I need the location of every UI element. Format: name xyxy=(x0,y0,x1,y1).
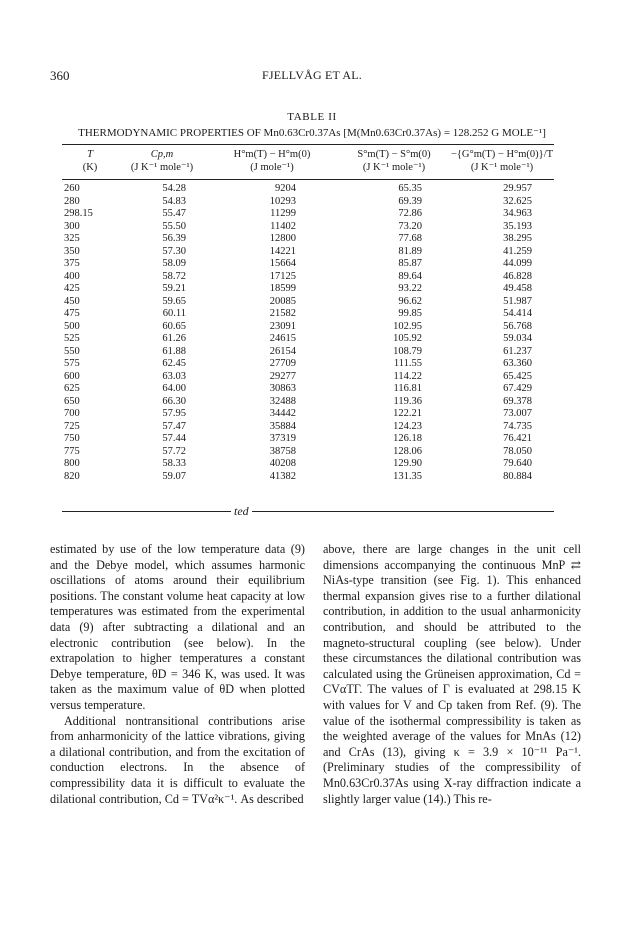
table-cell: 18599 xyxy=(269,283,296,294)
table-cell: 35884 xyxy=(269,420,296,432)
table-header xyxy=(62,148,554,174)
table-row xyxy=(62,471,554,484)
table-cell: 11402 xyxy=(270,220,296,232)
table-cell: 63.360 xyxy=(503,358,532,369)
table-row xyxy=(62,271,554,284)
table-row xyxy=(62,308,554,321)
table-cell: 73.20 xyxy=(398,220,422,232)
table-cell: 57.72 xyxy=(162,445,186,457)
col-unit-gibbs: (J K⁻¹ mole⁻¹) xyxy=(470,162,534,173)
table-cell: 54.414 xyxy=(503,308,532,319)
table-row xyxy=(62,258,554,271)
table-cell: 450 xyxy=(64,295,80,307)
col-unit-entropy: (J K⁻¹ mole⁻¹) xyxy=(362,162,426,173)
table-cell: 298.15 xyxy=(64,208,93,219)
table-cell: 38.295 xyxy=(503,233,532,244)
table-cell: 550 xyxy=(64,345,80,357)
table-row xyxy=(62,321,554,334)
table-cell: 74.735 xyxy=(503,420,532,432)
table-cell: 41.259 xyxy=(503,245,532,257)
table-cell: 280 xyxy=(64,195,80,207)
table-cell: 650 xyxy=(64,395,80,407)
table-cell: 41382 xyxy=(269,470,296,482)
table-cell: 32488 xyxy=(269,395,296,407)
table-cell: 54.83 xyxy=(162,195,186,207)
table-row xyxy=(62,433,554,446)
table-row xyxy=(62,233,554,246)
table-cell: 124.23 xyxy=(393,420,422,432)
table-cell: 34442 xyxy=(269,408,296,419)
table-row xyxy=(62,408,554,421)
table-top-rule xyxy=(62,144,554,145)
table-cell: 29.957 xyxy=(503,183,532,194)
table-cell: 600 xyxy=(64,370,80,382)
table-cell: 60.65 xyxy=(162,320,186,332)
table-caption: THERMODYNAMIC PROPERTIES OF Mn0.63Cr0.37As [M(Mn0.63Cr0.37As) = 128.252 G MOLE⁻¹] xyxy=(78,127,546,139)
table-cell: 77.68 xyxy=(398,233,422,244)
table-cell: 131.35 xyxy=(393,470,422,482)
table-cell: 65.35 xyxy=(398,183,422,194)
table-cell: 61.237 xyxy=(503,345,532,357)
table-row xyxy=(62,421,554,434)
table-row xyxy=(62,196,554,209)
table-cell: 57.47 xyxy=(162,420,186,432)
table-cell: 108.79 xyxy=(393,345,422,357)
col-header-cp: Cp,m xyxy=(150,149,174,160)
table-cell: 59.034 xyxy=(503,333,532,344)
table-cell: 400 xyxy=(64,270,80,282)
table-row xyxy=(62,346,554,359)
table-row xyxy=(62,358,554,371)
table-title: TABLE II xyxy=(287,111,337,123)
table-cell: 23091 xyxy=(269,320,296,332)
table-cell: 10293 xyxy=(269,195,296,207)
table-cell: 750 xyxy=(64,433,80,444)
table-cell: 85.87 xyxy=(398,258,422,269)
table-cell: 17125 xyxy=(269,270,296,282)
table-cell: 96.62 xyxy=(398,295,422,307)
col-unit-enthalpy: (J mole⁻¹) xyxy=(250,162,294,173)
table-cell: 54.28 xyxy=(162,183,186,194)
table-cell: 65.425 xyxy=(503,370,532,382)
paragraph: above, there are large changes in the unit cell dimensions accompanying the continuous MnP ⇄ NiAs-type transition (see Fig. 1). This enhanced thermal expansion gives rise to a further dilational contribution, in addition to the usual anharmonicity contribution, and should be attributed to the magneto-structural coupling (see below). Under these circumstances the dilational contribution was calculated using the Grüneisen approximation, Cd = CVαTΓ. The values of Γ is evaluated at 298.15 K with values for V and Cp taken from Ref. (9). The value of the isothermal compressibility is taken as the weighted average of the values for MnAs (12) and CrAs (13), giving κ = 3.9 × 10⁻¹¹ Pa⁻¹. (Preliminary studies of the compressibility of Mn0.63Cr0.37As using X-ray diffraction indicate a slightly larger value (14).) This re- xyxy=(323,542,581,806)
table-cell: 775 xyxy=(64,445,80,457)
col-header-enthalpy: H°m(T) − H°m(0) xyxy=(233,149,311,160)
table-body xyxy=(62,183,554,483)
table-cell: 81.89 xyxy=(398,245,422,257)
table-cell: 15664 xyxy=(269,258,296,269)
table-bottom-rule xyxy=(62,511,554,512)
table-cell: 56.39 xyxy=(162,233,186,244)
table-cell: 58.09 xyxy=(162,258,186,269)
table-row xyxy=(62,296,554,309)
scan-artifact: ted xyxy=(231,504,252,519)
table-cell: 26154 xyxy=(269,345,296,357)
table-cell: 59.65 xyxy=(162,295,186,307)
col-unit-cp: (J K⁻¹ mole⁻¹) xyxy=(130,162,194,173)
table-cell: 59.07 xyxy=(162,470,186,482)
table-cell: 30863 xyxy=(269,383,296,394)
table-cell: 58.72 xyxy=(162,270,186,282)
table-cell: 80.884 xyxy=(503,470,532,482)
header-symbol-row xyxy=(62,148,554,161)
table-row xyxy=(62,246,554,259)
table-cell: 122.21 xyxy=(393,408,422,419)
table-cell: 76.421 xyxy=(503,433,532,444)
table-cell: 12800 xyxy=(269,233,296,244)
data-table xyxy=(62,148,554,482)
table-cell: 625 xyxy=(64,383,80,394)
table-cell: 78.050 xyxy=(503,445,532,457)
table-cell: 116.81 xyxy=(393,383,422,394)
table-cell: 99.85 xyxy=(398,308,422,319)
table-cell: 49.458 xyxy=(503,283,532,294)
table-cell: 126.18 xyxy=(393,433,422,444)
table-row xyxy=(62,183,554,196)
table-cell: 37319 xyxy=(269,433,296,444)
table-cell: 114.22 xyxy=(393,370,422,382)
table-cell: 55.47 xyxy=(162,208,186,219)
table-cell: 55.50 xyxy=(162,220,186,232)
table-row xyxy=(62,396,554,409)
table-cell: 14221 xyxy=(269,245,296,257)
header-unit-row xyxy=(62,161,554,174)
table-cell: 44.099 xyxy=(503,258,532,269)
table-row xyxy=(62,283,554,296)
table-cell: 62.45 xyxy=(162,358,186,369)
table-cell: 46.828 xyxy=(503,270,532,282)
col-header-t: T xyxy=(87,149,93,160)
table-cell: 111.55 xyxy=(393,358,422,369)
table-cell: 260 xyxy=(64,183,80,194)
table-cell: 93.22 xyxy=(398,283,422,294)
table-cell: 66.30 xyxy=(162,395,186,407)
table-cell: 63.03 xyxy=(162,370,186,382)
table-cell: 56.768 xyxy=(503,320,532,332)
table-cell: 300 xyxy=(64,220,80,232)
table-cell: 89.64 xyxy=(398,270,422,282)
table-cell: 11299 xyxy=(270,208,296,219)
table-cell: 59.21 xyxy=(162,283,186,294)
col-header-gibbs: −{G°m(T) − H°m(0)}/T xyxy=(450,149,554,160)
table-cell: 350 xyxy=(64,245,80,257)
table-cell: 61.26 xyxy=(162,333,186,344)
table-cell: 40208 xyxy=(269,458,296,469)
table-cell: 500 xyxy=(64,320,80,332)
table-cell: 73.007 xyxy=(503,408,532,419)
table-row xyxy=(62,458,554,471)
table-cell: 64.00 xyxy=(162,383,186,394)
table-cell: 57.30 xyxy=(162,245,186,257)
table-row xyxy=(62,333,554,346)
table-cell: 69.39 xyxy=(398,195,422,207)
table-cell: 61.88 xyxy=(162,345,186,357)
table-cell: 58.33 xyxy=(162,458,186,469)
table-cell: 102.95 xyxy=(393,320,422,332)
table-cell: 725 xyxy=(64,420,80,432)
table-cell: 35.193 xyxy=(503,220,532,232)
table-cell: 67.429 xyxy=(503,383,532,394)
table-cell: 60.11 xyxy=(162,308,186,319)
table-cell: 105.92 xyxy=(393,333,422,344)
table-cell: 34.963 xyxy=(503,208,532,219)
table-cell: 425 xyxy=(64,283,80,294)
table-cell: 32.625 xyxy=(503,195,532,207)
table-row xyxy=(62,371,554,384)
col-unit-t: (K) xyxy=(82,162,98,173)
table-cell: 72.86 xyxy=(398,208,422,219)
table-cell: 51.987 xyxy=(503,295,532,307)
table-cell: 9204 xyxy=(275,183,296,194)
col-header-entropy: S°m(T) − S°m(0) xyxy=(357,149,431,160)
paragraph: Additional nontransitional contributions arise from anharmonicity of the lattice vibrations, giving a dilational contribution, and from the excitation of conduction electrons. In the absence of compressibility data it is difficult to evaluate the dilational contribution, Cd = TVα²κ⁻¹. As described xyxy=(50,713,305,806)
table-cell: 29277 xyxy=(269,370,296,382)
table-cell: 820 xyxy=(64,470,80,482)
table-row xyxy=(62,383,554,396)
table-cell: 325 xyxy=(64,233,80,244)
table-row xyxy=(62,446,554,459)
header-rule xyxy=(62,179,554,180)
table-row xyxy=(62,208,554,221)
table-cell: 57.95 xyxy=(162,408,186,419)
table-cell: 119.36 xyxy=(393,395,422,407)
table-cell: 475 xyxy=(64,308,80,319)
body-column-right xyxy=(323,542,581,807)
table-cell: 129.90 xyxy=(393,458,422,469)
table-cell: 24615 xyxy=(269,333,296,344)
table-cell: 128.06 xyxy=(393,445,422,457)
table-cell: 79.640 xyxy=(503,458,532,469)
table-cell: 69.378 xyxy=(503,395,532,407)
table-cell: 20085 xyxy=(269,295,296,307)
table-cell: 21582 xyxy=(269,308,296,319)
paragraph: estimated by use of the low temperature data (9) and the Debye model, which assumes harmonic oscillations of atoms around their equilibrium positions. The constant volume heat capacity at low temperatures was estimated from the experimental data (9) after subtracting a dilational and an electronic contribution (see below). In the extrapolation to higher temperatures a constant Debye temperature, θD = 346 K, was used. It was taken as the maximum value of θD when plotted versus temperature. xyxy=(50,542,305,712)
table-cell: 38758 xyxy=(269,445,296,457)
table-cell: 575 xyxy=(64,358,80,369)
table-cell: 525 xyxy=(64,333,80,344)
page-number: 360 xyxy=(50,68,70,83)
table-cell: 800 xyxy=(64,458,80,469)
table-cell: 375 xyxy=(64,258,80,269)
running-head: FJELLVÅG ET AL. xyxy=(261,68,362,82)
body-column-left xyxy=(50,542,305,807)
table-cell: 57.44 xyxy=(162,433,186,444)
table-cell: 700 xyxy=(64,408,80,419)
table-cell: 27709 xyxy=(269,358,296,369)
table-row xyxy=(62,221,554,234)
